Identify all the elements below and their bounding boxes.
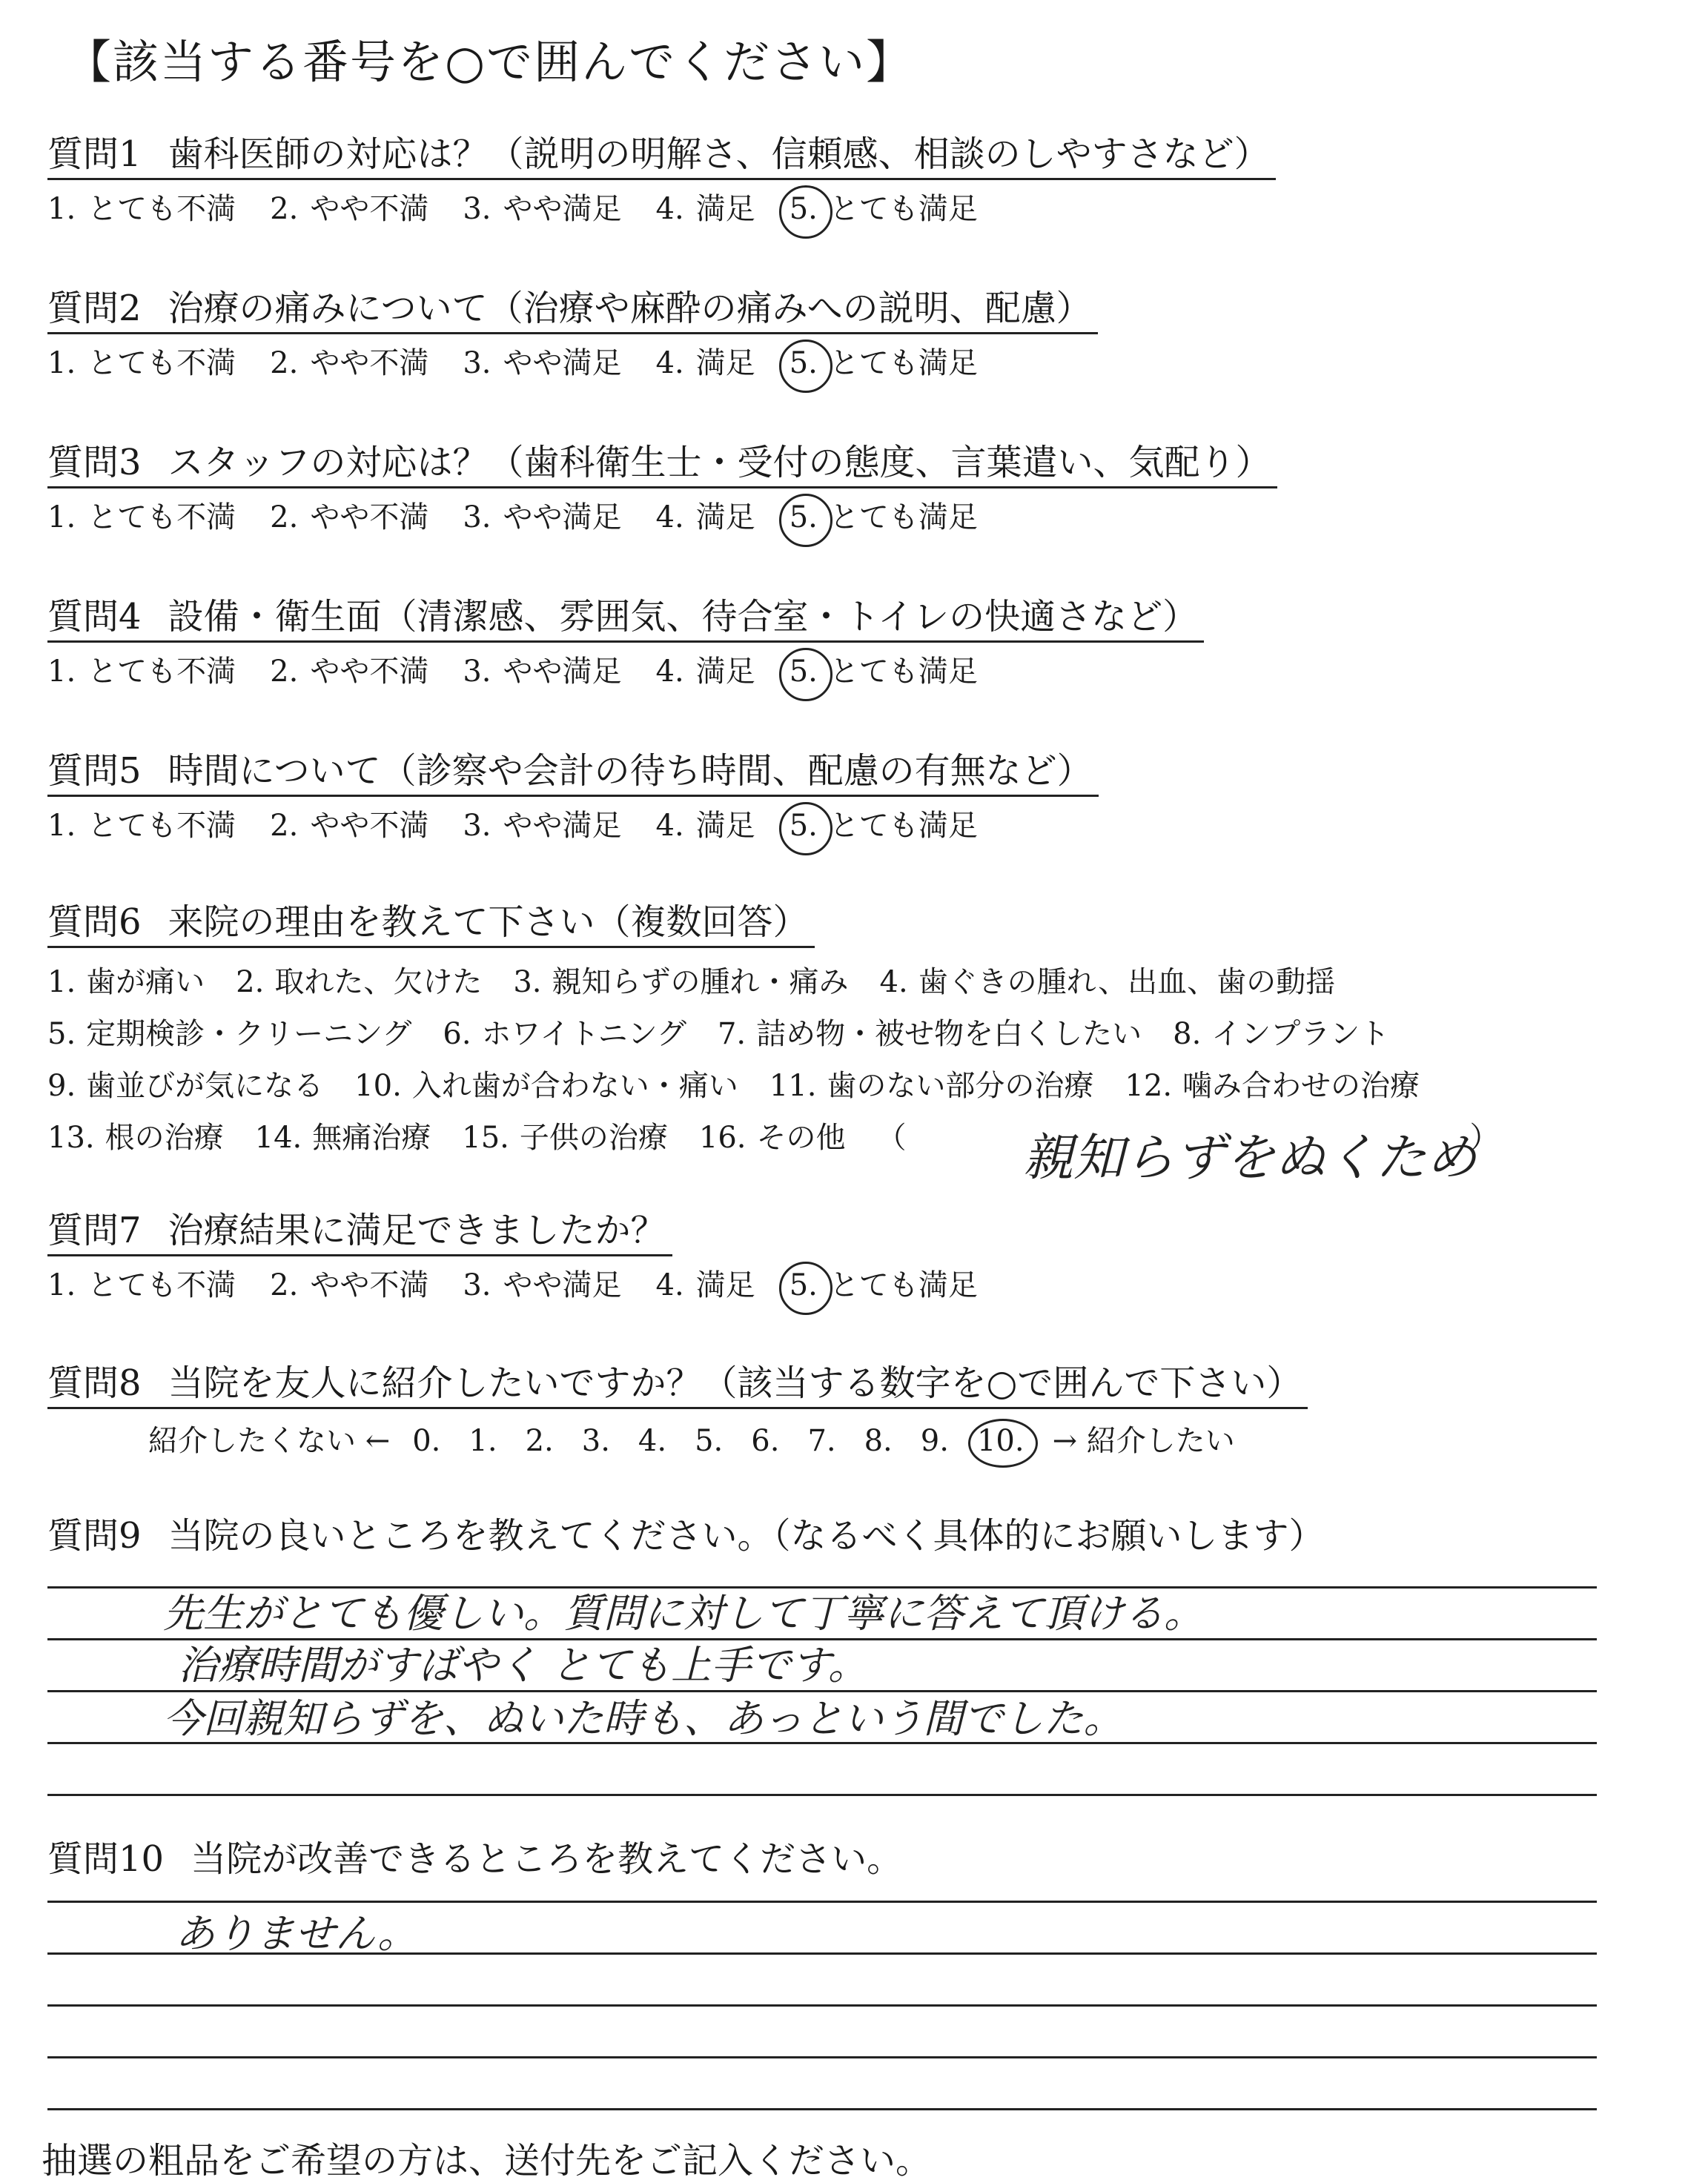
- form-header: 【該当する番号を○で囲んでください】: [65, 35, 914, 89]
- q6-row: [47, 956, 1500, 1008]
- option-number: 1.: [47, 655, 76, 689]
- q8-title: [47, 1361, 1308, 1409]
- q6-reason: [462, 1121, 668, 1155]
- option-label: とても不満: [87, 809, 236, 843]
- q7-options: [47, 1266, 1012, 1305]
- q9-line: [47, 1794, 1597, 1796]
- option-label: やや不満: [310, 500, 429, 534]
- q8-scale-value: 9.: [920, 1424, 949, 1458]
- option-number: 2.: [270, 500, 299, 534]
- q1-option-4: [656, 190, 755, 228]
- reason-label: 歯ぐきの腫れ、出血、歯の動揺: [918, 965, 1336, 999]
- question-5-options: [47, 806, 1012, 845]
- q6-reason: [880, 965, 1336, 999]
- reason-label: 歯のない部分の治療: [827, 1069, 1094, 1103]
- q10-line: [47, 2108, 1597, 2110]
- reason-number: 16.: [698, 1121, 747, 1155]
- reason-label: 歯並びが気になる: [86, 1069, 324, 1103]
- reason-number: 12.: [1125, 1069, 1173, 1103]
- q8-scale-value: 7.: [807, 1424, 836, 1458]
- option-number: 4.: [655, 500, 684, 534]
- reason-number: 13.: [47, 1121, 95, 1155]
- q6-reason: [513, 965, 848, 999]
- q8-scale-value: 10.: [977, 1422, 1025, 1460]
- option-label: 満足: [695, 346, 755, 380]
- q6-reason: [47, 1121, 224, 1155]
- question-text: 時間について（診察や会計の待ち時間、配慮の有無など）: [168, 750, 1093, 792]
- option-label: とても不満: [87, 655, 236, 689]
- q7-text: 治療結果に満足できましたか？: [168, 1210, 666, 1251]
- reason-number: 14.: [254, 1121, 302, 1155]
- option-number: 4.: [655, 655, 684, 689]
- q6-reason: [1173, 1017, 1389, 1051]
- option-number: 2.: [270, 192, 299, 226]
- q9-number: 質問9: [47, 1515, 142, 1557]
- q6-reason: [255, 1121, 431, 1155]
- option-number: 3.: [463, 1268, 491, 1302]
- option-number: 2.: [270, 1268, 299, 1302]
- option-number: 1.: [47, 192, 76, 226]
- option-number: 1.: [47, 500, 76, 534]
- q4-option-5: [790, 652, 978, 691]
- q5-option-4: [656, 806, 755, 845]
- q6-reason: [354, 1069, 738, 1103]
- q2-option-3: [463, 344, 621, 382]
- option-label: とても満足: [829, 192, 978, 226]
- q3-option-4: [656, 498, 755, 537]
- reason-label: 噛み合わせの治療: [1182, 1069, 1420, 1103]
- reason-number: 15.: [462, 1121, 509, 1155]
- option-number: 4.: [655, 809, 684, 843]
- reason-number: 4.: [879, 965, 908, 999]
- option-number: 4.: [655, 192, 684, 226]
- q2-option-2: [270, 344, 428, 382]
- option-label: とても不満: [87, 500, 236, 534]
- option-number: 3.: [463, 500, 491, 534]
- q10-line: [47, 2004, 1597, 2007]
- option-label: 満足: [695, 809, 755, 843]
- option-number: 1.: [47, 809, 76, 843]
- option-number: 3.: [463, 192, 491, 226]
- other-close-paren: ）: [1469, 1121, 1500, 1155]
- q8-scale-value: 2.: [525, 1424, 554, 1458]
- q8-scale-value: 5.: [695, 1424, 724, 1458]
- reason-number: 2.: [236, 965, 265, 999]
- question-2-options: [47, 344, 1012, 382]
- reason-label: ホワイトニング: [481, 1017, 686, 1051]
- q5-option-3: [463, 806, 621, 845]
- reason-number: 8.: [1173, 1017, 1202, 1051]
- q9-answer-line: 治療時間がすばやく とても上手です。: [178, 1642, 868, 1689]
- q6-reason: [236, 965, 482, 999]
- option-number: 4.: [655, 346, 684, 380]
- q10-answer: ありません。: [175, 1910, 418, 1957]
- q8-scale: [148, 1422, 1235, 1460]
- q8-number: 質問8: [47, 1362, 142, 1404]
- option-number: 5.: [789, 655, 818, 689]
- q6-number: 質問6: [47, 901, 142, 943]
- question-4-options: [47, 652, 1012, 691]
- option-label: やや満足: [503, 192, 622, 226]
- q5-option-5: [790, 806, 978, 845]
- q6-reason: [699, 1121, 846, 1155]
- q8-scale-value: 8.: [864, 1424, 893, 1458]
- option-number: 5.: [789, 809, 818, 843]
- q6-title: [47, 900, 815, 948]
- reason-label: 定期検診・クリーニング: [86, 1017, 412, 1051]
- q7-option-1: [47, 1266, 236, 1305]
- option-number: 5.: [789, 192, 818, 226]
- q4-option-4: [656, 652, 755, 691]
- q10-line: [47, 2056, 1597, 2058]
- option-number: 1.: [47, 1268, 76, 1302]
- q1-option-3: [463, 190, 621, 228]
- reason-label: 子供の治療: [519, 1121, 668, 1155]
- option-number: 2.: [270, 809, 299, 843]
- reason-number: 7.: [717, 1017, 747, 1051]
- q4-option-1: [47, 652, 236, 691]
- q6-other-answer: 親知らずをぬくため: [1023, 1129, 1477, 1187]
- reason-label: 無痛治療: [312, 1121, 431, 1155]
- reason-label: 取れた、欠けた: [274, 965, 483, 999]
- q3-option-2: [270, 498, 428, 537]
- option-label: とても不満: [87, 346, 236, 380]
- q1-option-1: [47, 190, 236, 228]
- option-label: やや満足: [503, 655, 622, 689]
- option-label: 満足: [695, 655, 755, 689]
- option-number: 5.: [789, 1268, 818, 1302]
- question-2-title: [47, 286, 1098, 334]
- question-text: 治療の痛みについて（治療や麻酔の痛みへの説明、配慮）: [168, 288, 1092, 329]
- q9-answer-line: 先生がとても優しい。質問に対して丁寧に答えて頂ける。: [163, 1590, 1204, 1637]
- option-label: 満足: [695, 192, 755, 226]
- reason-number: 6.: [443, 1017, 471, 1051]
- question-1-title: [47, 132, 1276, 180]
- q7-option-5: [790, 1266, 978, 1305]
- option-label: とても満足: [829, 346, 978, 380]
- option-number: 3.: [463, 809, 491, 843]
- q2-option-5: [790, 344, 978, 382]
- reason-label: インプラント: [1211, 1017, 1390, 1051]
- q10-number: 質問10: [47, 1838, 165, 1880]
- q7-option-3: [463, 1266, 621, 1305]
- q9-text: 当院の良いところを教えてください。（なるべく具体的にお願いします）: [168, 1515, 1325, 1557]
- q3-option-3: [463, 498, 621, 537]
- q7-number: 質問7: [47, 1210, 142, 1251]
- option-label: とても満足: [829, 655, 978, 689]
- q5-option-1: [47, 806, 236, 845]
- other-open-paren: （: [876, 1121, 907, 1155]
- option-number: 5.: [789, 346, 818, 380]
- option-label: やや不満: [310, 655, 429, 689]
- q2-option-1: [47, 344, 236, 382]
- q8-text: 当院を友人に紹介したいですか？（該当する数字を○で囲んで下さい）: [168, 1362, 1302, 1404]
- q8-scale-value: 3.: [581, 1424, 610, 1458]
- q8-scale-value: 6.: [751, 1424, 780, 1458]
- option-label: とても満足: [829, 1268, 978, 1302]
- option-label: やや満足: [503, 1268, 622, 1302]
- q3-option-1: [47, 498, 236, 537]
- option-number: 1.: [47, 346, 76, 380]
- option-label: やや不満: [310, 346, 429, 380]
- option-label: とても不満: [87, 1268, 236, 1302]
- option-label: やや満足: [503, 809, 622, 843]
- q8-scale-value: 1.: [469, 1424, 497, 1458]
- option-label: とても不満: [87, 192, 236, 226]
- question-1-options: [47, 190, 1012, 228]
- reason-label: 入れ歯が合わない・痛い: [411, 1069, 738, 1103]
- option-number: 5.: [789, 500, 818, 534]
- option-number: 3.: [463, 346, 491, 380]
- q7-title: [47, 1208, 672, 1256]
- q10-text: 当院が改善できるところを教えてください。: [191, 1838, 903, 1880]
- option-label: やや不満: [310, 1268, 429, 1302]
- reason-label: 詰め物・被せ物を白くしたい: [756, 1017, 1142, 1051]
- q6-row: [47, 1060, 1500, 1112]
- option-label: 満足: [695, 1268, 755, 1302]
- question-text: スタッフの対応は？（歯科衛生士・受付の態度、言葉遣い、気配り）: [168, 442, 1271, 483]
- question-number: 質問5: [47, 750, 142, 792]
- q1-option-5: [790, 190, 978, 228]
- reason-label: 根の治療: [105, 1121, 224, 1155]
- footer-note: 抽選の粗品をご希望の方は、送付先をご記入ください。: [42, 2140, 932, 2182]
- question-number: 質問3: [47, 442, 142, 483]
- q6-reason: [769, 1069, 1094, 1103]
- question-3-title: [47, 440, 1277, 488]
- q6-text: 来院の理由を教えて下さい（複数回答）: [168, 901, 809, 943]
- q5-option-2: [270, 806, 428, 845]
- question-3-options: [47, 498, 1012, 537]
- option-number: 2.: [270, 346, 299, 380]
- q4-option-2: [270, 652, 428, 691]
- q7-option-2: [270, 1266, 428, 1305]
- reason-number: 10.: [354, 1069, 402, 1103]
- reason-number: 5.: [47, 1017, 76, 1051]
- reason-label: その他: [756, 1121, 846, 1155]
- reason-number: 11.: [769, 1069, 817, 1103]
- option-label: やや不満: [310, 192, 429, 226]
- question-number: 質問2: [47, 288, 142, 329]
- q1-option-2: [270, 190, 428, 228]
- q8-scale-value: 0.: [412, 1424, 441, 1458]
- q8-left-label: 紹介したくない ←: [148, 1424, 391, 1458]
- q9-answer-line: 今回親知らずを、ぬいた時も、あっという間でした。: [163, 1695, 1124, 1742]
- q7-option-4: [656, 1266, 755, 1305]
- reason-label: 歯が痛い: [86, 965, 205, 999]
- q6-reason: [47, 965, 205, 999]
- q8-right-label: → 紹介したい: [1052, 1424, 1235, 1458]
- option-label: 満足: [695, 500, 755, 534]
- q10-title: [47, 1837, 908, 1883]
- reason-number: 3.: [513, 965, 542, 999]
- reason-number: 1.: [47, 965, 76, 999]
- option-number: 3.: [463, 655, 491, 689]
- q9-title: [47, 1514, 1331, 1560]
- option-label: とても満足: [829, 500, 978, 534]
- question-5-title: [47, 749, 1099, 797]
- option-number: 2.: [270, 655, 299, 689]
- q3-option-5: [790, 498, 978, 537]
- reason-label: 親知らずの腫れ・痛み: [552, 965, 849, 999]
- option-label: とても満足: [829, 809, 978, 843]
- question-number: 質問4: [47, 596, 142, 637]
- option-label: やや不満: [310, 809, 429, 843]
- reason-number: 9.: [47, 1069, 76, 1103]
- option-label: やや満足: [503, 500, 622, 534]
- q6-reason: [47, 1069, 323, 1103]
- q4-option-3: [463, 652, 621, 691]
- q2-option-4: [656, 344, 755, 382]
- option-label: やや満足: [503, 346, 622, 380]
- q6-row: [47, 1008, 1500, 1060]
- question-text: 歯科医師の対応は？（説明の明解さ、信頼感、相談のしやすさなど）: [168, 133, 1270, 175]
- q6-reason: [718, 1017, 1142, 1051]
- question-4-title: [47, 594, 1204, 643]
- q6-reason: [443, 1017, 686, 1051]
- q6-reason: [1125, 1069, 1420, 1103]
- q6-reason: [47, 1017, 411, 1051]
- option-number: 4.: [655, 1268, 684, 1302]
- question-text: 設備・衛生面（清潔感、雰囲気、待合室・トイレの快適さなど）: [168, 596, 1199, 637]
- q8-scale-value: 4.: [638, 1424, 667, 1458]
- question-number: 質問1: [47, 133, 142, 175]
